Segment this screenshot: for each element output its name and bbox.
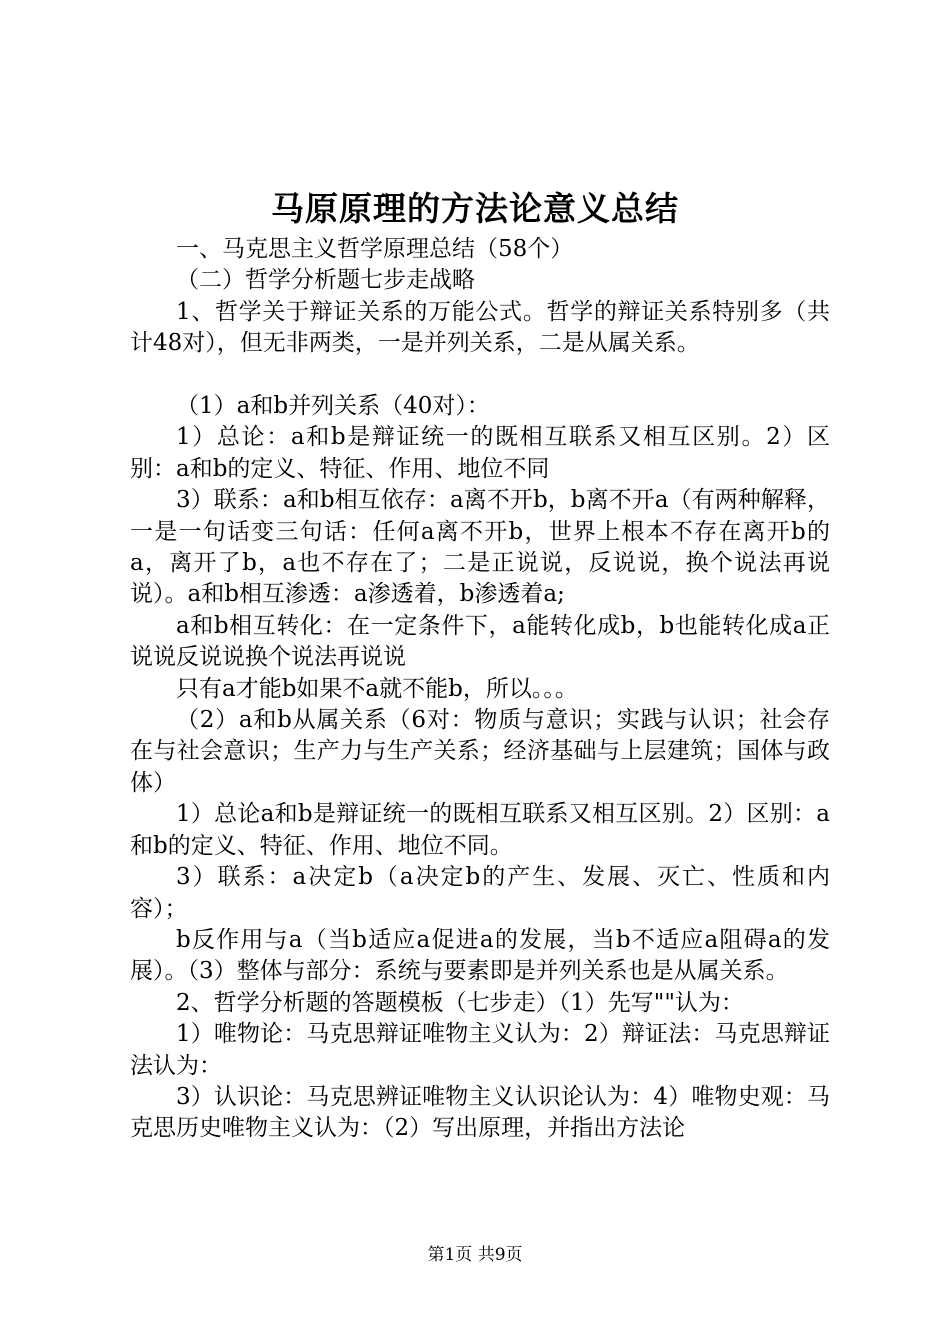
paragraph: 3）联系：a决定b（a决定b的产生、发展、灭亡、性质和内容）；	[130, 864, 830, 922]
paragraph: a和b相互转化：在一定条件下，a能转化成b，b也能转化成a正说说反说说换个说法再说说	[130, 612, 830, 671]
paragraph: 3）联系：a和b相互依存：a离不开b，b离不开a（有两种解释，一是一句话变三句话：任何a离不开b，世界上根本不存在离开b的a，离开了b，a也不存在了；二是正说说，反说说，换个说法再说说）。a和b相互渗透：a渗透着，b渗透着a;	[130, 487, 830, 608]
blank-line	[130, 360, 830, 391]
paragraph: 1、哲学关于辩证关系的万能公式。哲学的辩证关系特别多（共计48对），但无非两类，一是并列关系，二是从属关系。	[130, 298, 830, 357]
document-title: 马原原理的方法论意义总结	[271, 189, 679, 228]
paragraph: （2）a和b从属关系（6对：物质与意识；实践与认识；社会存在与社会意识；生产力与生产关系；经济基础与上层建筑；国体与政体）	[130, 707, 830, 796]
paragraph: 1）唯物论：马克思辩证唯物主义认为：2）辩证法：马克思辩证法认为：	[130, 1021, 830, 1079]
paragraph: 只有a才能b如果不a就不能b，所以。。。	[176, 675, 578, 702]
paragraph: 2、哲学分析题的答题模板（七步走）（1）先写""认为：	[176, 989, 744, 1016]
paragraph: 一、马克思主义哲学原理总结（58个）	[176, 236, 574, 262]
paragraph: 3）认识论：马克思辨证唯物主义认识论认为：4）唯物史观：马克思历史唯物主义认为：（2）写出原理，并指出方法论	[130, 1083, 830, 1142]
paragraph: （1）a和b并列关系（40对）：	[176, 393, 490, 420]
paragraph: b反作用与a（当b适应a促进a的发展，当b不适应a阻碍a的发展）。（3）整体与部分：系统与要素即是并列关系也是从属关系。	[130, 926, 830, 985]
paragraph: （二）哲学分析题七步走战略	[176, 267, 475, 294]
document-body	[130, 234, 830, 1145]
paragraph: 1）总论：a和b是辩证统一的既相互联系又相互区别。2）区别：a和b的定义、特征、作用、地位不同	[130, 424, 830, 482]
paragraph: 1）总论a和b是辩证统一的既相互联系又相互区别。2）区别：a和b的定义、特征、作用、地位不同。	[130, 801, 830, 859]
page-number-footer: 第1页 共9页	[427, 1245, 523, 1265]
